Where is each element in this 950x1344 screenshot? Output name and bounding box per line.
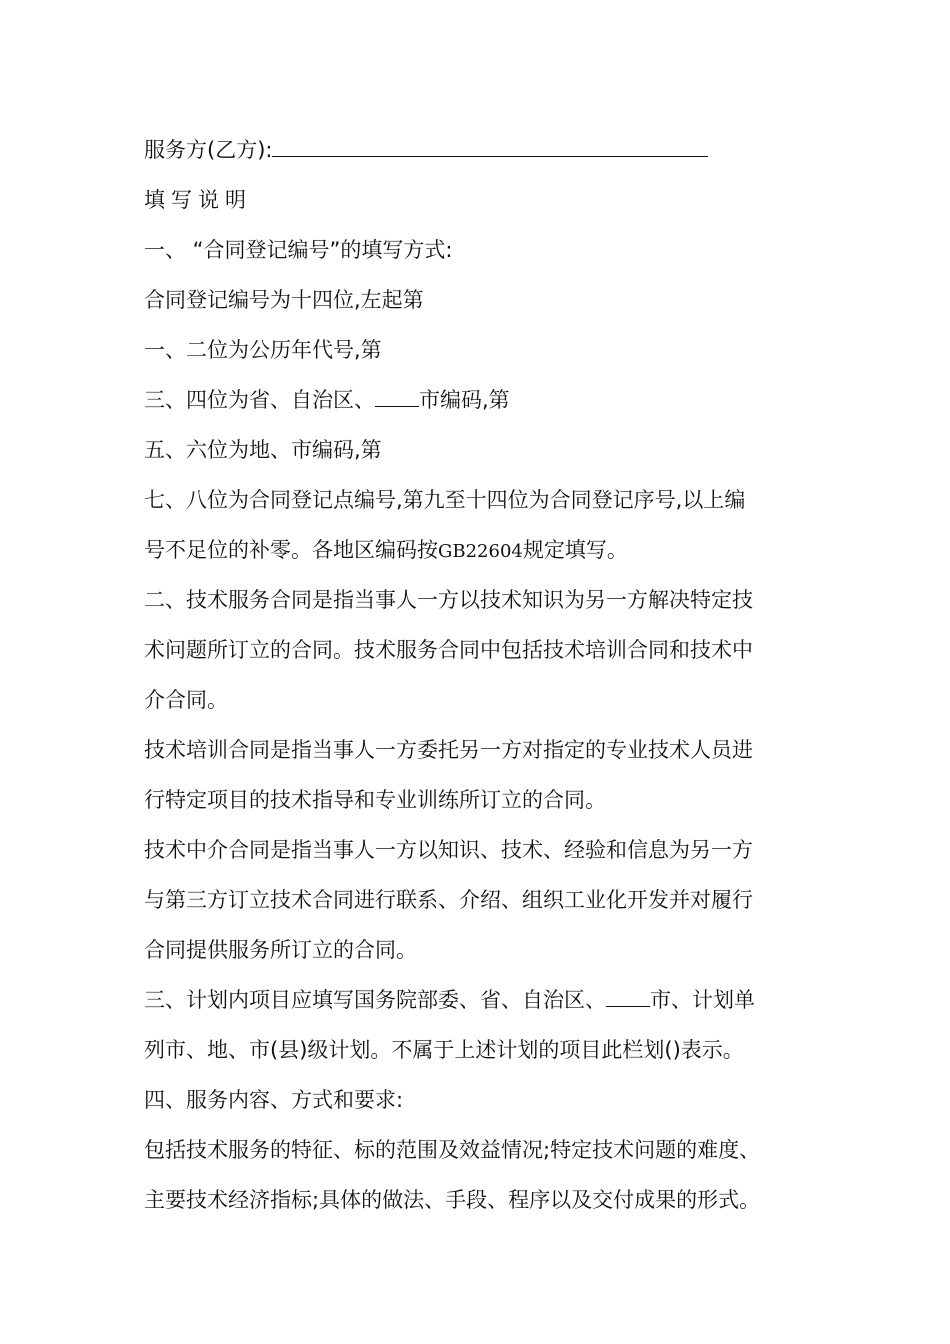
paragraph-line: 行特定项目的技术指导和专业训练所订立的合同。 [144, 788, 606, 812]
paragraph-line [144, 386, 824, 414]
paragraph-line: 二、技术服务合同是指当事人一方以技术知识为另一方解决特定技 [144, 588, 753, 612]
standard-code: GB22604 [438, 541, 523, 562]
paragraph-line: 七、八位为合同登记点编号,第九至十四位为合同登记序号,以上编 [144, 488, 746, 512]
line-text: 三、四位为省、自治区、 [144, 388, 375, 412]
paragraph-line [144, 536, 824, 566]
item4-heading: 四、服务内容、方式和要求: [144, 1088, 404, 1112]
paragraph-line [144, 986, 824, 1014]
line-text: 规定填写。 [522, 538, 628, 562]
paragraph-line: 合同登记编号为十四位,左起第 [144, 288, 424, 312]
paragraph-line: 技术中介合同是指当事人一方以知识、技术、经验和信息为另一方 [144, 838, 753, 862]
city-blank [375, 386, 419, 407]
paragraph-line: 一、二位为公历年代号,第 [144, 338, 382, 362]
line-text: 市编码,第 [419, 388, 510, 412]
paragraph-line: 技术培训合同是指当事人一方委托另一方对指定的专业技术人员进 [144, 738, 753, 762]
line-text: 市、计划单 [650, 988, 755, 1012]
party-b-blank [272, 136, 708, 157]
paragraph-line: 包括技术服务的特征、标的范围及效益情况;特定技术问题的难度、 [144, 1138, 761, 1162]
item1-heading: 一、 “合同登记编号”的填写方式: [144, 238, 453, 262]
paragraph-line: 主要技术经济指标;具体的做法、手段、程序以及交付成果的形式。 [144, 1188, 761, 1212]
line-text: 号不足位的补零。各地区编码按 [144, 538, 438, 562]
paragraph-line: 五、六位为地、市编码,第 [144, 438, 382, 462]
party-b-line [144, 136, 824, 164]
paragraph-line: 介合同。 [144, 688, 228, 712]
paragraph-line: 与第三方订立技术合同进行联系、介绍、组织工业化开发并对履行 [144, 888, 753, 912]
party-b-label: 服务方(乙方): [144, 138, 273, 162]
paragraph-line: 列市、地、市(县)级计划。不属于上述计划的项目此栏划()表示。 [144, 1038, 744, 1062]
line-text: 三、计划内项目应填写国务院部委、省、自治区、 [144, 988, 606, 1012]
paragraph-line: 合同提供服务所订立的合同。 [144, 938, 417, 962]
section-title: 填写说明 [144, 188, 252, 212]
city-blank [606, 986, 650, 1007]
paragraph-line: 术问题所订立的合同。技术服务合同中包括技术培训合同和技术中 [144, 638, 753, 662]
